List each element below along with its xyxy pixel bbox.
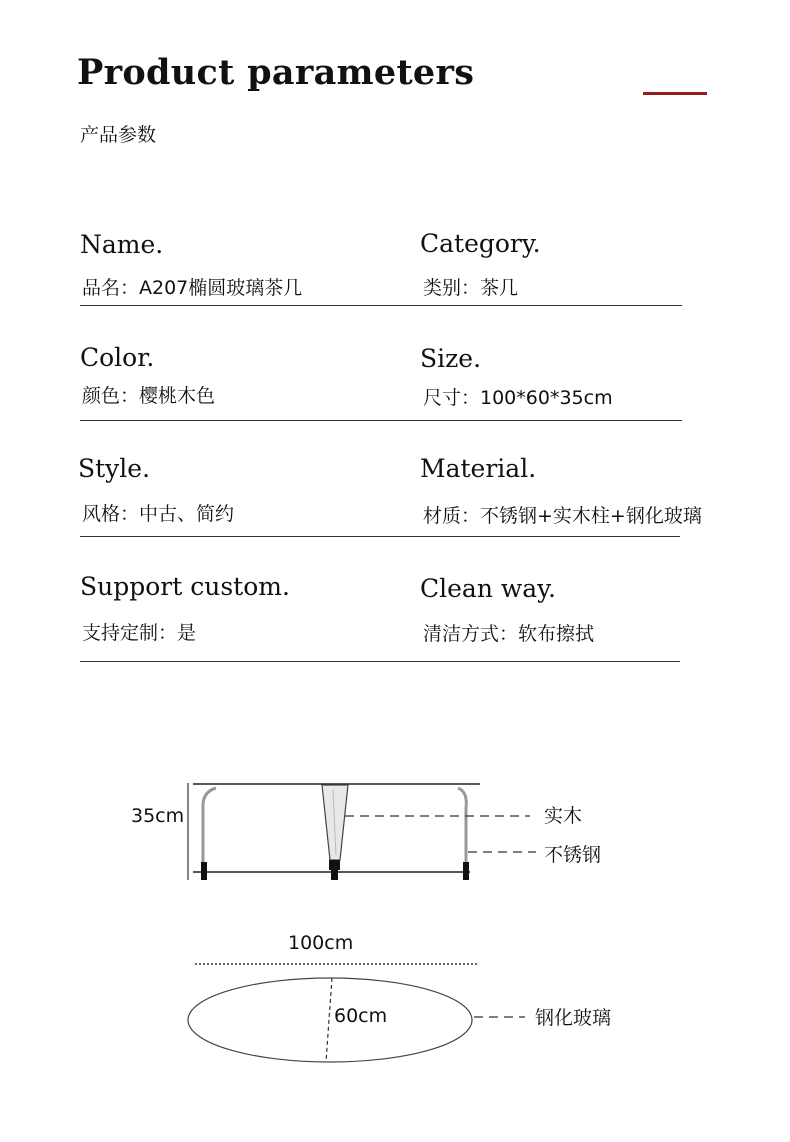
param-label-style: Style. [78, 454, 151, 483]
part-wood-label: 实木 [544, 805, 583, 827]
width-dimension: 60cm [334, 1005, 388, 1027]
part-steel-label: 不锈钢 [544, 844, 602, 866]
page-subtitle: 产品参数 [80, 124, 157, 146]
param-label-clean: Clean way. [420, 574, 556, 603]
steel-foot [329, 860, 340, 870]
height-dimension: 35cm [131, 805, 185, 827]
param-value-custom: 支持定制：是 [82, 622, 197, 644]
param-label-category: Category. [420, 229, 541, 258]
param-value-style: 风格：中古、简约 [82, 503, 235, 525]
param-label-size: Size. [420, 344, 482, 373]
page-title: Product parameters [77, 52, 475, 93]
param-value-material: 材质：不锈钢+实木柱+钢化玻璃 [423, 505, 702, 527]
side-view [188, 783, 536, 880]
part-glass-label: 钢化玻璃 [535, 1007, 612, 1029]
glass-top [188, 978, 472, 1062]
param-label-material: Material. [420, 454, 537, 483]
length-dimension: 100cm [288, 932, 354, 954]
param-value-clean: 清洁方式：软布擦拭 [423, 623, 595, 645]
param-value-category: 类别：茶几 [423, 277, 519, 299]
param-value-name: 品名：A207椭圆玻璃茶几 [82, 277, 303, 299]
param-label-name: Name. [80, 230, 164, 259]
param-value-size: 尺寸：100*60*35cm [423, 387, 613, 409]
param-value-color: 颜色：樱桃木色 [82, 385, 216, 407]
param-label-color: Color. [80, 343, 155, 372]
param-label-custom: Support custom. [80, 572, 290, 601]
